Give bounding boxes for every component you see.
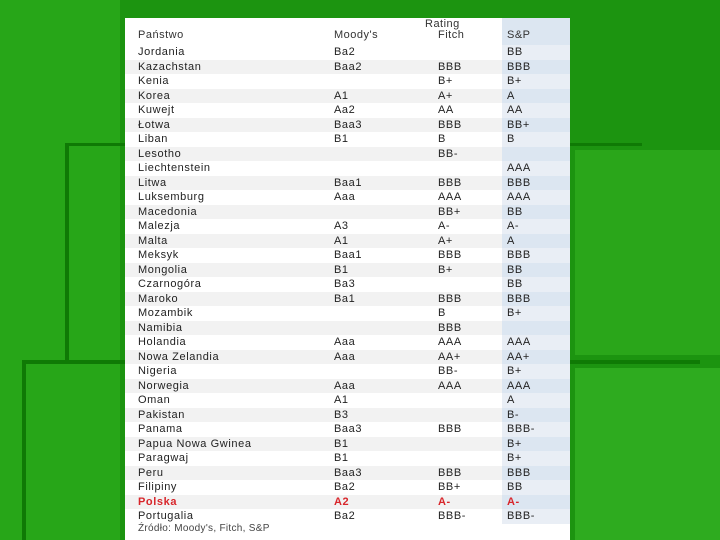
cell-sp: BBB xyxy=(507,292,531,305)
source-note: Źródło: Moody's, Fitch, S&P xyxy=(138,523,270,534)
cell-country: Polska xyxy=(138,495,178,508)
table-row xyxy=(125,234,570,249)
table-row xyxy=(125,74,570,89)
table-row-highlight xyxy=(125,495,570,510)
table-row xyxy=(125,321,570,336)
table-row xyxy=(125,103,570,118)
cell-fitch: BB- xyxy=(438,147,459,160)
cell-country: Namibia xyxy=(138,321,183,334)
cell-fitch: BB+ xyxy=(438,205,461,218)
cell-fitch: B+ xyxy=(438,263,453,276)
cell-fitch: BB- xyxy=(438,365,459,377)
cell-moodys: Ba1 xyxy=(334,292,356,305)
table-row xyxy=(125,437,570,452)
cell-moodys: B1 xyxy=(334,133,349,145)
cell-sp: AA+ xyxy=(507,350,530,363)
cell-sp: AAA xyxy=(507,379,531,392)
cell-country: Maroko xyxy=(138,292,179,305)
table-row xyxy=(125,350,570,365)
sp-cell-shade xyxy=(502,147,570,162)
cell-country: Malezja xyxy=(138,220,181,232)
cell-sp: BB+ xyxy=(507,118,530,131)
cell-country: Nowa Zelandia xyxy=(138,350,220,363)
cell-fitch: BBB xyxy=(438,249,462,261)
cell-moodys: Ba3 xyxy=(334,278,356,290)
cell-fitch: B+ xyxy=(438,75,453,87)
cell-moodys: B1 xyxy=(334,437,349,450)
cell-sp: A- xyxy=(507,220,520,232)
cell-moodys: A1 xyxy=(334,89,349,102)
cell-sp: B xyxy=(507,133,515,145)
cell-fitch: BBB- xyxy=(438,510,467,522)
cell-country: Macedonia xyxy=(138,205,198,218)
cell-moodys: A3 xyxy=(334,220,349,232)
cell-sp: BB xyxy=(507,481,523,493)
cell-country: Portugalia xyxy=(138,510,194,522)
cell-fitch: BBB xyxy=(438,423,462,435)
table-row xyxy=(125,89,570,104)
cell-sp: BB xyxy=(507,263,523,276)
cell-moodys: Baa3 xyxy=(334,466,363,479)
cell-fitch: A+ xyxy=(438,89,453,102)
cell-sp: BBB xyxy=(507,60,531,73)
cell-country: Litwa xyxy=(138,176,167,189)
cell-sp: BBB xyxy=(507,466,531,479)
table-row xyxy=(125,379,570,394)
cell-sp: AAA xyxy=(507,191,531,203)
table-row xyxy=(125,306,570,321)
cell-sp: A xyxy=(507,234,515,247)
cell-country: Meksyk xyxy=(138,249,179,261)
cell-moodys: B1 xyxy=(334,263,349,276)
cell-fitch: BBB xyxy=(438,321,462,334)
cell-sp: AAA xyxy=(507,162,531,174)
table-row xyxy=(125,176,570,191)
cell-fitch: BBB xyxy=(438,176,462,189)
cell-sp: BBB- xyxy=(507,510,536,522)
cell-country: Mozambik xyxy=(138,307,193,319)
cell-country: Norwegia xyxy=(138,379,190,392)
cell-country: Korea xyxy=(138,89,171,102)
cell-moodys: Aaa xyxy=(334,191,356,203)
cell-fitch: A- xyxy=(438,220,451,232)
cell-country: Papua Nowa Gwinea xyxy=(138,437,252,450)
table-row xyxy=(125,190,570,205)
cell-sp: BBB xyxy=(507,176,531,189)
cell-sp: B+ xyxy=(507,437,522,450)
cell-moodys: Baa3 xyxy=(334,118,363,131)
table-row xyxy=(125,60,570,75)
cell-country: Liechtenstein xyxy=(138,162,211,174)
table-body xyxy=(125,45,570,524)
cell-sp: A xyxy=(507,89,515,102)
cell-country: Filipiny xyxy=(138,481,178,493)
cell-country: Pakistan xyxy=(138,408,185,421)
cell-country: Lesotho xyxy=(138,147,182,160)
cell-sp: BBB- xyxy=(507,423,536,435)
cell-country: Peru xyxy=(138,466,164,479)
cell-country: Mongolia xyxy=(138,263,188,276)
table-row xyxy=(125,480,570,495)
table-row xyxy=(125,118,570,133)
cell-country: Łotwa xyxy=(138,118,171,131)
cell-fitch: BB+ xyxy=(438,481,461,493)
cell-fitch: AA xyxy=(438,104,454,116)
cell-country: Czarnogóra xyxy=(138,278,202,290)
cell-country: Kuwejt xyxy=(138,104,175,116)
cell-moodys: Aaa xyxy=(334,336,356,348)
cell-moodys: Ba2 xyxy=(334,46,356,58)
cell-country: Malta xyxy=(138,234,168,247)
table-row xyxy=(125,408,570,423)
table-row xyxy=(125,466,570,481)
cell-sp: B- xyxy=(507,408,520,421)
table-row xyxy=(125,147,570,162)
table-row xyxy=(125,393,570,408)
table-row xyxy=(125,132,570,147)
table-row xyxy=(125,45,570,60)
cell-sp: B+ xyxy=(507,365,522,377)
cell-fitch: AA+ xyxy=(438,350,461,363)
cell-moodys: Baa3 xyxy=(334,423,363,435)
cell-moodys: B1 xyxy=(334,452,349,464)
cell-sp: AAA xyxy=(507,336,531,348)
cell-sp: BB xyxy=(507,205,523,218)
table-row xyxy=(125,292,570,307)
table-row xyxy=(125,335,570,350)
cell-moodys: Aa2 xyxy=(334,104,356,116)
cell-sp: B+ xyxy=(507,75,522,87)
cell-fitch: A- xyxy=(438,495,451,508)
cell-fitch: B xyxy=(438,307,446,319)
header-fitch: Fitch xyxy=(438,29,465,41)
cell-sp: B+ xyxy=(507,452,522,464)
cell-sp: AA xyxy=(507,104,523,116)
cell-moodys: Baa2 xyxy=(334,60,363,73)
cell-fitch: AAA xyxy=(438,379,462,392)
cell-country: Liban xyxy=(138,133,168,145)
cell-fitch: BBB xyxy=(438,118,462,131)
cell-sp: A- xyxy=(507,495,520,508)
header-country: Państwo xyxy=(138,29,184,41)
header-rating: Rating xyxy=(425,18,460,30)
table-row xyxy=(125,161,570,176)
header-moodys: Moody's xyxy=(334,29,379,41)
cell-sp: BBB xyxy=(507,249,531,261)
table-header xyxy=(125,18,570,45)
cell-country: Panama xyxy=(138,423,183,435)
cell-sp: BB xyxy=(507,278,523,290)
table-row xyxy=(125,248,570,263)
cell-fitch: BBB xyxy=(438,60,462,73)
cell-moodys: Ba2 xyxy=(334,510,356,522)
cell-fitch: A+ xyxy=(438,234,453,247)
cell-country: Kazachstan xyxy=(138,60,202,73)
cell-moodys: A1 xyxy=(334,234,349,247)
cell-fitch: AAA xyxy=(438,336,462,348)
header-sp: S&P xyxy=(507,29,531,41)
cell-moodys: A1 xyxy=(334,394,349,406)
sp-cell-shade xyxy=(502,321,570,336)
table-row xyxy=(125,509,570,524)
cell-moodys: B3 xyxy=(334,408,349,421)
cell-sp: B+ xyxy=(507,307,522,319)
ratings-table xyxy=(125,18,570,540)
cell-fitch: BBB xyxy=(438,292,462,305)
cell-fitch: AAA xyxy=(438,191,462,203)
table-row xyxy=(125,451,570,466)
table-row xyxy=(125,277,570,292)
cell-fitch: B xyxy=(438,133,446,145)
cell-moodys: A2 xyxy=(334,495,350,508)
cell-moodys: Ba2 xyxy=(334,481,356,493)
cell-moodys: Baa1 xyxy=(334,176,363,189)
cell-country: Luksemburg xyxy=(138,191,205,203)
table-row xyxy=(125,205,570,220)
cell-country: Kenia xyxy=(138,75,170,87)
cell-moodys: Aaa xyxy=(334,350,356,363)
cell-sp: BB xyxy=(507,46,523,58)
cell-fitch: BBB xyxy=(438,466,462,479)
cell-country: Holandia xyxy=(138,336,187,348)
cell-country: Oman xyxy=(138,394,171,406)
table-row xyxy=(125,219,570,234)
table-row xyxy=(125,364,570,379)
cell-country: Paragwaj xyxy=(138,452,189,464)
cell-sp: A xyxy=(507,394,515,406)
table-row xyxy=(125,422,570,437)
cell-moodys: Aaa xyxy=(334,379,356,392)
table-row xyxy=(125,263,570,278)
cell-country: Jordania xyxy=(138,46,185,58)
cell-moodys: Baa1 xyxy=(334,249,363,261)
cell-country: Nigeria xyxy=(138,365,178,377)
